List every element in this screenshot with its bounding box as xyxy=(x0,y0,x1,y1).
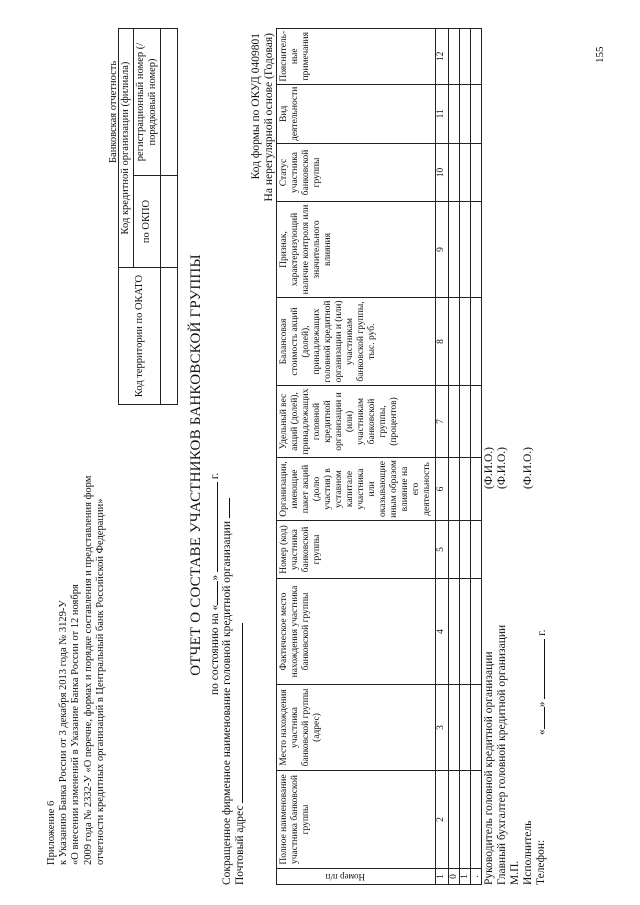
codes-table xyxy=(118,28,178,405)
table-cell xyxy=(471,386,482,458)
table-cell xyxy=(471,771,482,869)
org-name-label: Сокращенное фирменное наименование головной кредитной организации xyxy=(221,521,233,885)
table-cell xyxy=(460,84,471,143)
table-row xyxy=(460,28,471,884)
table-cell xyxy=(449,298,460,386)
date-close-quote: » xyxy=(536,701,548,708)
table-cell xyxy=(460,685,471,771)
header-cell: Полное наименование участника банковской группы xyxy=(277,771,436,869)
header-cell: Фактическое место нахождения участника банковской группы xyxy=(277,579,436,685)
table-cell xyxy=(460,458,471,521)
table-cell xyxy=(449,579,460,685)
table-cell xyxy=(460,386,471,458)
territory-cell xyxy=(161,268,178,405)
table-cell xyxy=(449,771,460,869)
table-cell xyxy=(449,202,460,298)
header-cell: Номер (код) участника банковской группы xyxy=(277,521,436,579)
as-of-suffix: г. xyxy=(209,472,221,480)
row-number: 1 xyxy=(460,869,471,885)
appendix-line: к Указанию Банка России от 3 декабря 2013 года № 3129-У xyxy=(58,600,70,865)
table-cell xyxy=(471,298,482,386)
date-month-blank xyxy=(535,639,545,699)
header-cell: Вид деятельности xyxy=(277,84,436,143)
territory-header: Код территории по ОКАТО xyxy=(119,268,161,405)
column-number: 1 xyxy=(436,869,449,885)
appendix-line: отчетности кредитных организаций в Центральный банк Российской Федерации» xyxy=(94,498,106,865)
table-cell xyxy=(460,28,471,84)
table-cell xyxy=(449,521,460,579)
appendix-header xyxy=(46,265,107,865)
okud-period: На нерегулярной основе (Годовая) xyxy=(263,33,275,202)
header-cell: Место нахождения участника банковской группы (адрес) xyxy=(277,685,436,771)
table-cell xyxy=(460,298,471,386)
as-of-mid: » xyxy=(209,574,221,581)
okud-block xyxy=(250,33,276,265)
column-number: 11 xyxy=(436,84,449,143)
date-year-suffix: г. xyxy=(536,629,548,636)
banking-reporting-label: Банковская отчетность xyxy=(108,60,119,163)
table-cell xyxy=(449,144,460,202)
date-day-blank xyxy=(535,707,545,729)
table-cell xyxy=(460,771,471,869)
org-name-line xyxy=(220,521,233,885)
head-signature-label: Руководитель головной кредитной организации xyxy=(483,651,495,885)
postal-address-label: Почтовый адрес xyxy=(234,805,246,885)
table-cell xyxy=(460,202,471,298)
column-number: 2 xyxy=(436,771,449,869)
month-blank xyxy=(208,482,218,572)
date-open-quote: « xyxy=(536,729,548,735)
table-cell xyxy=(471,84,482,143)
header-cell: Статус участника банковской группы xyxy=(277,144,436,202)
signature-date xyxy=(535,629,548,735)
accountant-fio: (Ф.И.О.) xyxy=(496,447,508,489)
column-number: 4 xyxy=(436,579,449,685)
phone-label: Телефон: xyxy=(535,839,547,885)
as-of-prefix: по состоянию на « xyxy=(209,604,221,695)
table-cell xyxy=(449,386,460,458)
table-cell xyxy=(460,579,471,685)
okpo-cell xyxy=(161,176,178,268)
header-number: Номер п/п xyxy=(325,872,365,882)
okpo-header: по ОКПО xyxy=(134,176,161,268)
header-cell: Балансовая стоимость акций (долей), принадлежащих головной кредитной организации и (или) участникам банковской группы, тыс. руб. xyxy=(277,298,436,386)
column-numbers-row xyxy=(436,28,449,884)
accountant-signature-label: Главный бухгалтер головной кредитной организации xyxy=(496,624,508,885)
credit-org-header: Код кредитной организации (филиала) xyxy=(119,29,134,268)
table-cell xyxy=(471,685,482,771)
header-cell: Удельный вес акций (долей), принадлежащих головной кредитной организации и (или) участникам банковской группы, (процентов) xyxy=(277,386,436,458)
column-number: 12 xyxy=(436,28,449,84)
table-cell xyxy=(471,28,482,84)
appendix-line: Приложение 6 xyxy=(46,800,57,865)
reg-number-header: регистрационный номер (/порядковый номер) xyxy=(134,29,161,176)
table-cell xyxy=(449,84,460,143)
postal-address-line xyxy=(233,615,246,885)
column-number: 3 xyxy=(436,685,449,771)
table-cell xyxy=(471,521,482,579)
header-row xyxy=(277,28,436,884)
header-cell: Признак, характеризующий наличие контроля или значительного влияния xyxy=(277,202,436,298)
table-row xyxy=(449,28,460,884)
table-cell xyxy=(449,685,460,771)
participants-table xyxy=(276,28,482,885)
table-cell xyxy=(449,458,460,521)
row-number: 0 xyxy=(449,869,460,885)
column-number: 8 xyxy=(436,298,449,386)
stamp-label: М.П. xyxy=(509,860,521,885)
head-fio: (Ф.И.О.) xyxy=(483,447,495,489)
appendix-line: «О внесении изменений в Указание Банка России от 12 ноября xyxy=(70,584,82,865)
header-cell-num xyxy=(277,869,436,885)
executor-label: Исполнитель xyxy=(522,820,534,885)
table-cell xyxy=(471,202,482,298)
okud-code: Код формы по ОКУД 0409801 xyxy=(250,33,262,180)
executor-fio: (Ф.И.О.) xyxy=(522,447,534,489)
table-cell xyxy=(471,144,482,202)
table-cell xyxy=(460,144,471,202)
table-cell xyxy=(471,458,482,521)
table-cell xyxy=(471,579,482,685)
header-cell: Организации, имеющие пакет акций (долю участия) в уставном капитале участника или оказывающие иным образом влияние на его деятельность xyxy=(277,458,436,521)
page-number: 155 xyxy=(594,46,606,63)
column-number: 9 xyxy=(436,202,449,298)
column-number: 6 xyxy=(436,458,449,521)
report-title: ОТЧЕТ О СОСТАВЕ УЧАСТНИКОВ БАНКОВСКОЙ ГРУППЫ xyxy=(188,254,204,676)
reg-number-cell xyxy=(161,29,178,176)
column-number: 7 xyxy=(436,386,449,458)
column-number: 5 xyxy=(436,521,449,579)
table-cell xyxy=(449,28,460,84)
table-cell xyxy=(460,521,471,579)
header-cell: Пояснитель-ные примечания xyxy=(277,28,436,84)
appendix-line: 2009 года № 2332-У «О перечне, формах и порядке составления и представления форм xyxy=(82,475,94,865)
row-number: . xyxy=(471,869,482,885)
table-row xyxy=(471,28,482,884)
org-name-blank xyxy=(220,498,230,518)
day-blank xyxy=(208,581,218,605)
postal-address-blank xyxy=(233,623,243,803)
column-number: 10 xyxy=(436,144,449,202)
